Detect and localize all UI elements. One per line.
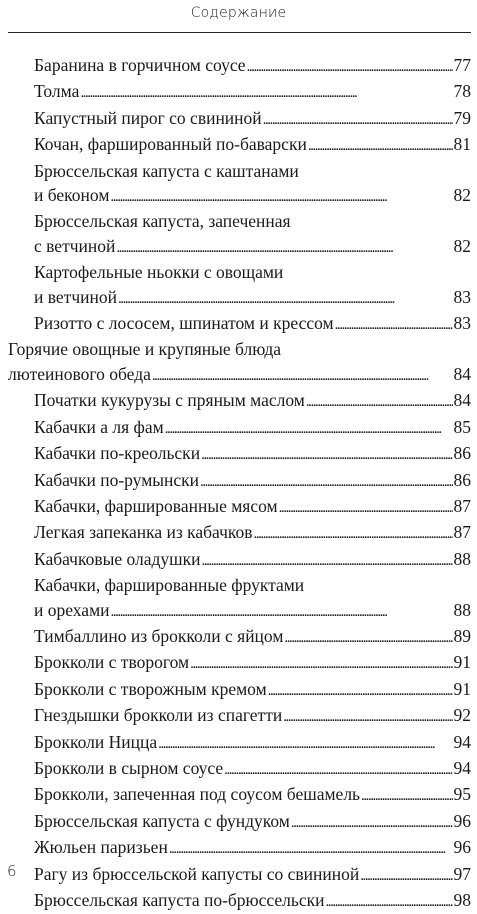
toc-entry-page: 86 <box>453 443 471 464</box>
toc-entry-title: Кабачки по-румынски <box>34 469 200 490</box>
toc-entry <box>8 468 471 494</box>
toc-entry-title: Кабачки по-креольски <box>34 443 201 464</box>
toc-entry <box>8 677 471 703</box>
dot-leader <box>152 362 453 388</box>
toc-entry <box>8 53 471 79</box>
toc-entry-row <box>34 888 471 914</box>
page-number: 6 <box>7 862 17 880</box>
toc-entry <box>8 441 471 467</box>
dot-leader <box>335 311 453 337</box>
toc-entry-title: Кабачковые оладушки <box>34 548 201 569</box>
toc-entry-row <box>34 598 471 624</box>
toc-entry <box>8 494 471 520</box>
toc-entry-page: 87 <box>453 495 471 516</box>
toc-entry-title: Брокколи в сырном соусе <box>34 757 224 778</box>
dot-leader <box>279 494 453 520</box>
toc-entry <box>8 388 471 414</box>
dot-leader <box>291 809 453 835</box>
dot-leader <box>254 520 453 546</box>
dot-leader <box>80 79 452 105</box>
toc-entry-page: 92 <box>453 705 471 726</box>
dot-leader <box>201 441 452 467</box>
dot-leader <box>263 106 453 132</box>
toc-entry-row <box>34 835 471 861</box>
toc-entry-row <box>34 677 471 703</box>
dot-leader <box>158 730 452 756</box>
toc-entry-title: и ветчиной <box>34 286 117 307</box>
toc-entry <box>8 106 471 132</box>
toc-entry-row <box>34 624 471 650</box>
toc-entry-title: Початки кукурузы с пряным маслом <box>34 390 305 411</box>
toc-entry-page: 86 <box>453 469 471 490</box>
toc-entry-title-line: Горячие овощные и крупяные блюда <box>8 339 282 360</box>
toc-entry <box>8 703 471 729</box>
toc-entry-row <box>34 132 471 158</box>
toc-entry-page: 88 <box>453 599 471 620</box>
dot-leader <box>169 835 453 861</box>
toc-entry-page: 95 <box>453 784 471 805</box>
toc-entry-title: Баранина в горчичном соусе <box>34 55 246 75</box>
dot-leader <box>111 598 453 624</box>
toc-entry-page: 84 <box>453 363 471 384</box>
toc-entry <box>8 862 471 888</box>
toc-entry-title: и орехами <box>34 599 110 620</box>
toc-entry-row <box>34 441 471 467</box>
toc-entry <box>8 79 471 105</box>
toc-entry-row <box>34 234 471 260</box>
toc-entry-page: 87 <box>453 522 471 543</box>
toc-entry-page: 94 <box>453 731 471 752</box>
toc-entry-row <box>34 183 471 209</box>
dot-leader <box>284 624 452 650</box>
toc-entry <box>8 260 471 311</box>
toc-entry-title: Толма <box>34 81 80 102</box>
toc-entry-title-line: Брюссельская капуста с каштанами <box>34 160 299 181</box>
toc-entry-row <box>34 53 471 79</box>
toc-entry-title: Ризотто с лососем, шпинатом и крессом <box>34 313 334 334</box>
toc-entry-title: Брюссельская капуста с фундуком <box>34 810 290 831</box>
toc-entry <box>8 520 471 546</box>
toc-entry-title-line: Брюссельская капуста, запеченная <box>34 211 291 232</box>
dot-leader <box>224 756 452 782</box>
toc-entry-page: 83 <box>453 313 471 334</box>
toc-entry-row <box>34 862 471 888</box>
toc-entry-page: 94 <box>453 757 471 778</box>
toc-section-entry <box>8 337 471 388</box>
toc-entry-row <box>34 285 471 311</box>
toc-entry-page: 96 <box>453 837 471 858</box>
toc-entry-row <box>34 520 471 546</box>
toc-entry-row <box>34 650 471 676</box>
toc-entry-row <box>34 388 471 414</box>
toc-entry-title: Кабачки а ля фам <box>34 416 164 437</box>
toc-entry-row <box>8 362 471 388</box>
dot-leader <box>308 132 453 158</box>
toc-entry-row <box>34 756 471 782</box>
toc-entry-title: Брокколи с творогом <box>34 652 190 673</box>
dot-leader <box>190 650 452 676</box>
dot-leader <box>165 415 453 441</box>
toc-entry-row <box>34 809 471 835</box>
toc-entry-page: 77 <box>453 55 471 75</box>
toc-entry-row <box>34 79 471 105</box>
dot-leader <box>200 468 452 494</box>
toc-entry-page: 96 <box>453 810 471 831</box>
toc-entry-row <box>34 782 471 808</box>
toc-entry <box>8 624 471 650</box>
dot-leader <box>116 234 452 260</box>
toc-entry-title: Тимбаллино из брокколи с яйцом <box>34 625 284 646</box>
toc-entry-row <box>34 730 471 756</box>
toc-entry-row <box>34 547 471 573</box>
toc-entry-page: 85 <box>453 416 471 437</box>
toc-entry-row <box>34 468 471 494</box>
toc-entry <box>8 573 471 624</box>
dot-leader <box>268 677 453 703</box>
toc-entry <box>8 209 471 260</box>
toc-entry-title: лютеинового обеда <box>8 363 151 384</box>
toc-entry-title: Жюльен паризьен <box>34 837 168 858</box>
dot-leader <box>247 53 453 79</box>
toc-entry-page: 91 <box>453 678 471 699</box>
dot-leader <box>361 782 452 808</box>
toc-entry-title-line: Кабачки, фаршированные фруктами <box>34 575 305 596</box>
toc-entry-page: 84 <box>453 390 471 411</box>
table-of-contents <box>8 53 471 914</box>
toc-entry-title: Брюссельская капуста по-брюссельски <box>34 890 325 910</box>
toc-entry-page: 98 <box>453 890 471 910</box>
toc-entry-row <box>34 311 471 337</box>
toc-entry-title: Брокколи, запеченная под соусом бешамель <box>34 784 361 805</box>
toc-entry-page: 78 <box>453 81 471 102</box>
toc-entry-row <box>34 415 471 441</box>
toc-entry <box>8 132 471 158</box>
running-header: Содержание <box>190 5 287 21</box>
toc-entry <box>8 730 471 756</box>
toc-entry-title: Капустный пирог со свининой <box>34 107 262 128</box>
toc-entry <box>8 782 471 808</box>
toc-entry <box>8 547 471 573</box>
toc-entry-page: 82 <box>453 185 471 206</box>
dot-leader <box>306 388 453 414</box>
toc-entry-page: 89 <box>453 625 471 646</box>
toc-entry <box>8 835 471 861</box>
toc-entry <box>8 756 471 782</box>
dot-leader <box>360 862 452 888</box>
dot-leader <box>283 703 452 729</box>
toc-entry-page: 91 <box>453 652 471 673</box>
toc-entry-title: Легкая запеканка из кабачков <box>34 522 253 543</box>
toc-entry-title: Гнездышки брокколи из спагетти <box>34 705 283 726</box>
toc-entry <box>8 650 471 676</box>
toc-entry-title-line: Картофельные ньокки с овощами <box>34 262 284 283</box>
dot-leader <box>118 285 453 311</box>
dot-leader <box>202 547 453 573</box>
toc-entry-page: 79 <box>453 107 471 128</box>
toc-entry-title: и беконом <box>34 185 110 206</box>
toc-entry-row <box>34 494 471 520</box>
toc-entry-row <box>34 106 471 132</box>
toc-entry-page: 97 <box>453 863 471 884</box>
toc-entry-page: 88 <box>453 548 471 569</box>
toc-entry-title: Рагу из брюссельской капусты со свининой <box>34 863 360 884</box>
toc-entry <box>8 311 471 337</box>
toc-entry <box>8 159 471 210</box>
dot-leader <box>326 888 453 914</box>
header-rule <box>8 32 471 33</box>
toc-entry-title: Кочан, фаршированный по-баварски <box>34 134 307 155</box>
toc-entry <box>8 888 471 914</box>
toc-entry-title: с ветчиной <box>34 235 116 256</box>
toc-entry-page: 81 <box>453 134 471 155</box>
toc-entry-title: Брокколи с творожным кремом <box>34 678 267 699</box>
toc-entry <box>8 809 471 835</box>
toc-entry-title: Кабачки, фаршированные мясом <box>34 495 278 516</box>
dot-leader <box>110 183 452 209</box>
toc-entry-row <box>34 703 471 729</box>
toc-entry-page: 82 <box>453 235 471 256</box>
toc-entry <box>8 415 471 441</box>
toc-entry-page: 83 <box>453 286 471 307</box>
toc-entry-title: Брокколи Ницца <box>34 731 158 752</box>
